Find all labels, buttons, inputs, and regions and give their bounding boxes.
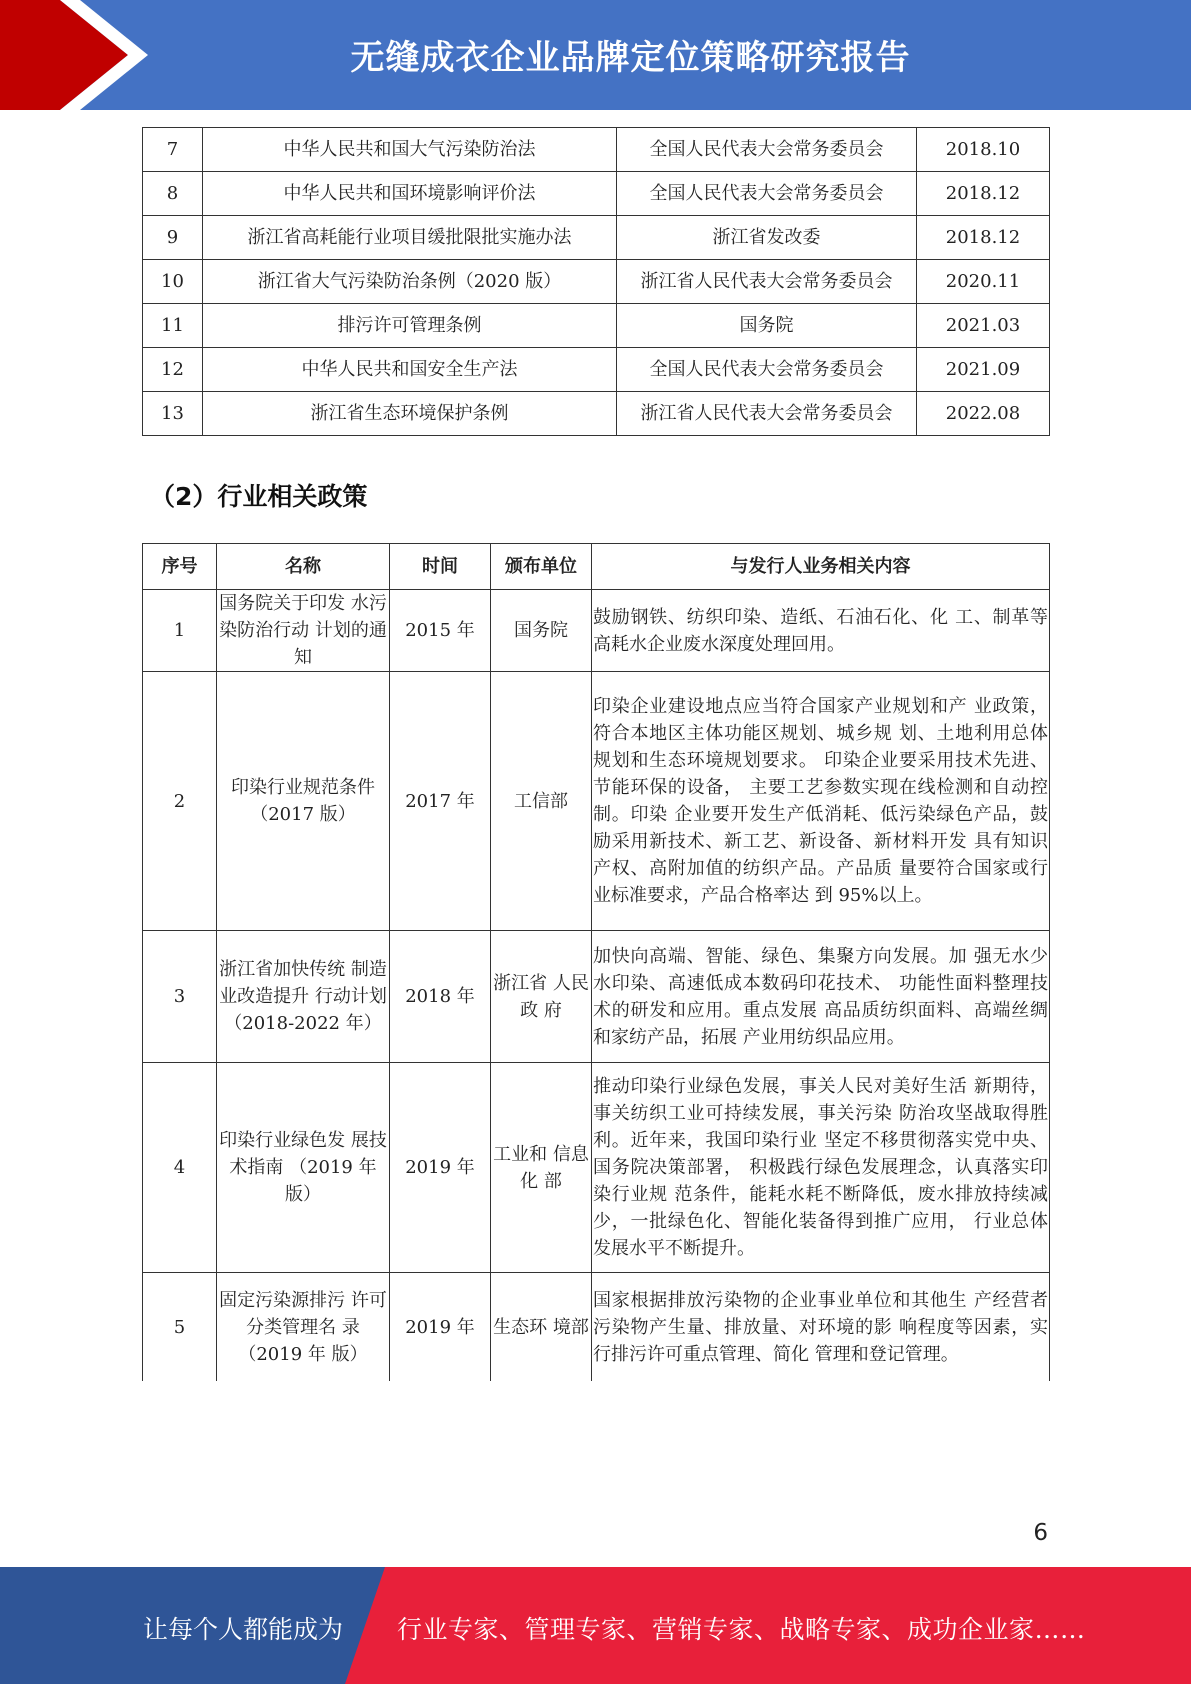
law-name: 排污许可管理条例	[203, 304, 617, 348]
table-row	[143, 672, 1050, 931]
policy-name: 印染行业规范条件（2017 版）	[217, 672, 390, 931]
policy-time: 2018 年	[390, 931, 491, 1063]
header-name: 名称	[217, 544, 390, 590]
table-row	[143, 1063, 1050, 1273]
policy-issuer: 浙江省 人民政 府	[491, 931, 592, 1063]
policy-content: 鼓励钢铁、纺织印染、造纸、石油石化、化 工、制革等高耗水企业废水深度处理回用。	[592, 590, 1050, 672]
table-row	[143, 304, 1050, 348]
law-name: 中华人民共和国环境影响评价法	[203, 172, 617, 216]
header-time: 时间	[390, 544, 491, 590]
law-issuer: 全国人民代表大会常务委员会	[617, 128, 917, 172]
page-header	[0, 0, 1191, 110]
policy-content: 推动印染行业绿色发展，事关人民对美好生活 新期待，事关纺织工业可持续发展，事关污染 防治攻坚战取得胜利。近年来，我国印染行业 坚定不移贯彻落实党中央、国务院决策部署， 积极践行绿色发展理念，认真落实印染行业规 范条件，能耗水耗不断降低，废水排放持续减 少，一批绿色化、智能化装备得到推广应用， 行业总体发展水平不断提升。	[592, 1063, 1050, 1273]
header-issuer: 颁布单位	[491, 544, 592, 590]
policy-content: 加快向高端、智能、绿色、集聚方向发展。加 强无水少水印染、高速低成本数码印花技术、 功能性面料整理技术的研发和应用。重点发展 高品质纺织面料、高端丝绸和家纺产品，拓展 产业用纺织品应用。	[592, 931, 1050, 1063]
law-date: 2020.11	[917, 260, 1050, 304]
law-name: 中华人民共和国大气污染防治法	[203, 128, 617, 172]
law-name: 浙江省高耗能行业项目缓批限批实施办法	[203, 216, 617, 260]
policy-index: 3	[143, 931, 217, 1063]
table-row	[143, 392, 1050, 436]
policy-table	[142, 543, 1050, 1381]
law-index: 12	[143, 348, 203, 392]
law-issuer: 全国人民代表大会常务委员会	[617, 348, 917, 392]
law-issuer: 浙江省人民代表大会常务委员会	[617, 392, 917, 436]
policy-time: 2019 年	[390, 1063, 491, 1273]
page-footer	[0, 1567, 1191, 1684]
policy-content: 国家根据排放污染物的企业事业单位和其他生 产经营者污染物产生量、排放量、对环境的影 响程度等因素，实行排污许可重点管理、简化 管理和登记管理。	[592, 1273, 1050, 1382]
law-date: 2018.12	[917, 216, 1050, 260]
policy-issuer: 工业和 信息化 部	[491, 1063, 592, 1273]
policy-name: 浙江省加快传统 制造业改造提升 行动计划 （2018-2022 年）	[217, 931, 390, 1063]
table-row	[143, 590, 1050, 672]
header-index: 序号	[143, 544, 217, 590]
law-index: 11	[143, 304, 203, 348]
law-date: 2018.12	[917, 172, 1050, 216]
table-row	[143, 1273, 1050, 1382]
policy-issuer: 生态环 境部	[491, 1273, 592, 1382]
law-name: 中华人民共和国安全生产法	[203, 348, 617, 392]
policy-index: 5	[143, 1273, 217, 1382]
table-row	[143, 216, 1050, 260]
law-date: 2021.09	[917, 348, 1050, 392]
laws-table	[142, 127, 1050, 436]
policy-table-header	[143, 544, 1050, 590]
policy-name: 国务院关于印发 水污染防治行动 计划的通知	[217, 590, 390, 672]
law-index: 8	[143, 172, 203, 216]
section-title: （2）行业相关政策	[150, 482, 368, 511]
footer-slogan-left: 让每个人都能成为	[143, 1615, 344, 1644]
policy-time: 2015 年	[390, 590, 491, 672]
policy-index: 1	[143, 590, 217, 672]
law-name: 浙江省生态环境保护条例	[203, 392, 617, 436]
footer-slogan-right: 行业专家、管理专家、营销专家、战略专家、成功企业家……	[397, 1615, 1086, 1644]
policy-index: 2	[143, 672, 217, 931]
law-issuer: 浙江省人民代表大会常务委员会	[617, 260, 917, 304]
page-number: 6	[1033, 1520, 1048, 1546]
table-row	[143, 348, 1050, 392]
law-name: 浙江省大气污染防治条例（2020 版）	[203, 260, 617, 304]
law-index: 9	[143, 216, 203, 260]
policy-issuer: 工信部	[491, 672, 592, 931]
policy-index: 4	[143, 1063, 217, 1273]
law-date: 2021.03	[917, 304, 1050, 348]
table-row	[143, 931, 1050, 1063]
policy-time: 2017 年	[390, 672, 491, 931]
report-title: 无缝成衣企业品牌定位策略研究报告	[350, 38, 911, 78]
law-index: 13	[143, 392, 203, 436]
policy-issuer: 国务院	[491, 590, 592, 672]
law-index: 7	[143, 128, 203, 172]
table-row	[143, 128, 1050, 172]
table-row	[143, 260, 1050, 304]
law-issuer: 国务院	[617, 304, 917, 348]
law-issuer: 全国人民代表大会常务委员会	[617, 172, 917, 216]
law-date: 2022.08	[917, 392, 1050, 436]
law-date: 2018.10	[917, 128, 1050, 172]
law-issuer: 浙江省发改委	[617, 216, 917, 260]
policy-content: 印染企业建设地点应当符合国家产业规划和产 业政策，符合本地区主体功能区规划、城乡规 划、土地利用总体规划和生态环境规划要求。 印染企业要采用技术先进、节能环保的设备， 主要工艺参数实现在线检测和自动控制。印染 企业要开发生产低消耗、低污染绿色产品，鼓 励采用新技术、新工艺、新设备、新材料开发 具有知识产权、高附加值的纺织产品。产品质 量要符合国家或行业标准要求，产品合格率达 到 95%以上。	[592, 672, 1050, 931]
policy-name: 印染行业绿色发 展技术指南 （2019 年版）	[217, 1063, 390, 1273]
policy-name: 固定污染源排污 许可分类管理名 录（2019 年 版）	[217, 1273, 390, 1382]
table-row	[143, 172, 1050, 216]
header-content: 与发行人业务相关内容	[592, 544, 1050, 590]
law-index: 10	[143, 260, 203, 304]
policy-time: 2019 年	[390, 1273, 491, 1382]
